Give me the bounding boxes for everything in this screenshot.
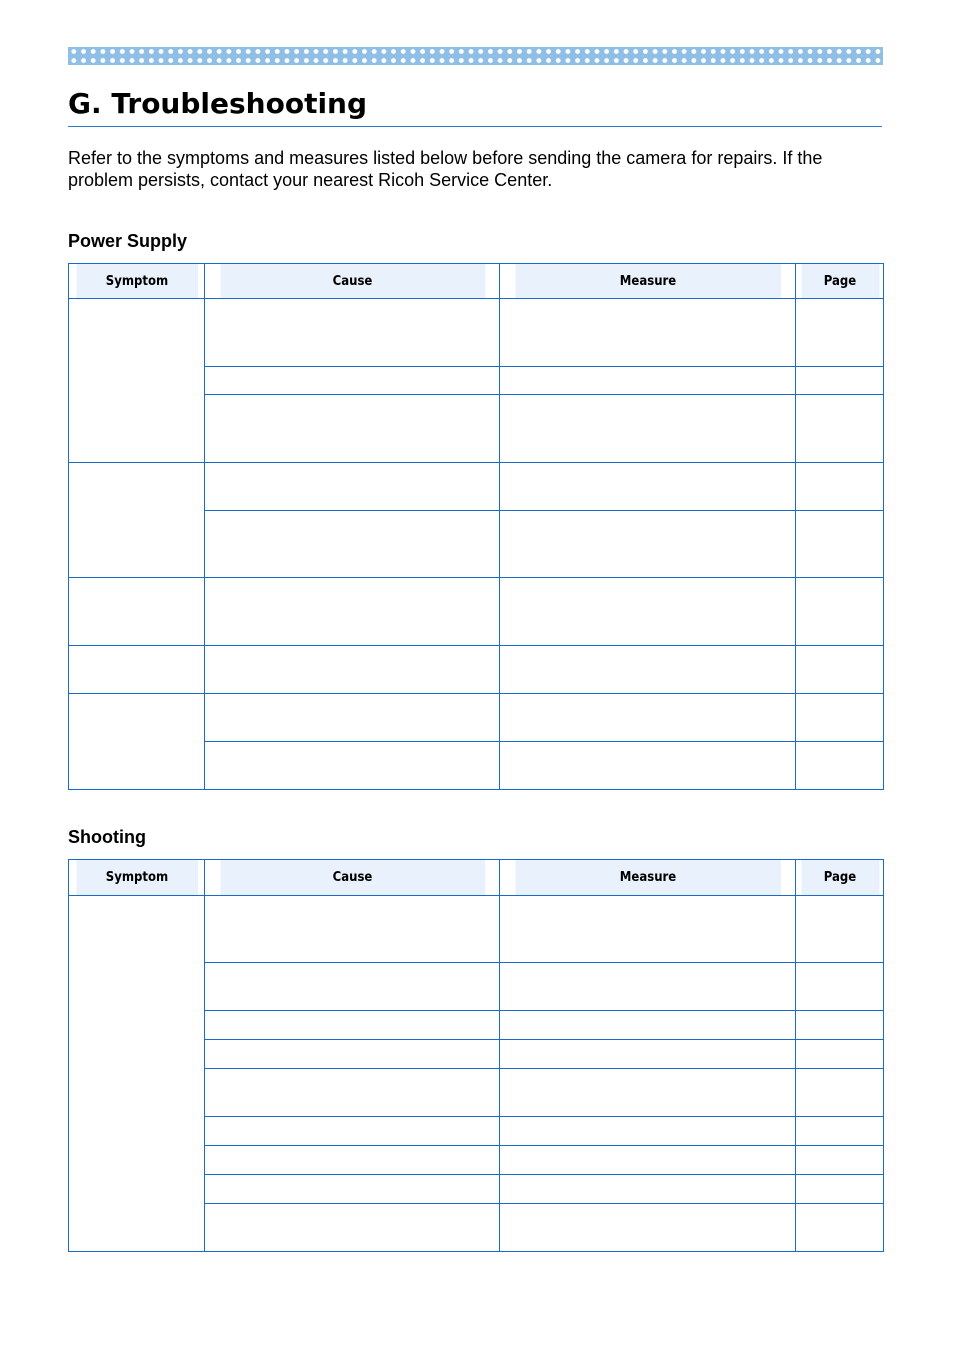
measure-column-header: Measure bbox=[514, 860, 780, 896]
measure-cell bbox=[500, 742, 796, 790]
cause-cell bbox=[205, 1117, 500, 1146]
symptom-cell bbox=[69, 299, 205, 463]
table-row bbox=[69, 646, 884, 694]
measure-cell bbox=[500, 963, 796, 1011]
page-cell bbox=[796, 742, 884, 790]
measure-cell bbox=[500, 395, 796, 463]
intro-paragraph: Refer to the symptoms and measures listed below before sending the camera for repairs. If the problem persists, contact your nearest Ricoh Service Center. bbox=[68, 148, 823, 190]
cause-cell bbox=[205, 1146, 500, 1175]
measure-cell bbox=[500, 511, 796, 578]
measure-cell bbox=[500, 1011, 796, 1040]
measure-cell bbox=[500, 463, 796, 511]
cause-column-header: Cause bbox=[219, 860, 485, 896]
page-cell bbox=[796, 1117, 884, 1146]
cause-cell bbox=[205, 395, 500, 463]
page-title: G. Troubleshooting bbox=[68, 87, 368, 120]
page-cell bbox=[796, 1175, 884, 1204]
symptom-column-header: Symptom bbox=[75, 264, 197, 299]
table-row bbox=[69, 694, 884, 742]
page-cell bbox=[796, 694, 884, 742]
cause-cell bbox=[205, 1040, 500, 1069]
page-cell bbox=[796, 1146, 884, 1175]
shooting-table bbox=[68, 859, 884, 1252]
page-column-header: Page bbox=[800, 860, 879, 896]
measure-cell bbox=[500, 367, 796, 395]
page-cell bbox=[796, 963, 884, 1011]
title-underline bbox=[68, 126, 882, 127]
measure-cell bbox=[500, 1040, 796, 1069]
page-cell bbox=[796, 896, 884, 963]
measure-cell bbox=[500, 896, 796, 963]
cause-cell bbox=[205, 1069, 500, 1117]
measure-cell bbox=[500, 1146, 796, 1175]
symptom-column-header: Symptom bbox=[75, 860, 197, 896]
symptom-cell bbox=[69, 578, 205, 646]
measure-column-header: Measure bbox=[514, 264, 780, 299]
cause-cell bbox=[205, 463, 500, 511]
page-cell bbox=[796, 1011, 884, 1040]
table-header-row bbox=[69, 264, 884, 299]
cause-cell bbox=[205, 896, 500, 963]
page-cell bbox=[796, 1204, 884, 1252]
table-header-row bbox=[69, 860, 884, 896]
measure-cell bbox=[500, 646, 796, 694]
symptom-cell bbox=[69, 694, 205, 790]
cause-cell bbox=[205, 1175, 500, 1204]
page-cell bbox=[796, 367, 884, 395]
page-cell bbox=[796, 463, 884, 511]
measure-cell bbox=[500, 1204, 796, 1252]
measure-cell bbox=[500, 299, 796, 367]
page-cell bbox=[796, 511, 884, 578]
measure-cell bbox=[500, 694, 796, 742]
cause-cell bbox=[205, 511, 500, 578]
page-cell bbox=[796, 1069, 884, 1117]
page-cell bbox=[796, 299, 884, 367]
measure-cell bbox=[500, 578, 796, 646]
shooting-heading: Shooting bbox=[68, 827, 146, 847]
cause-cell bbox=[205, 1011, 500, 1040]
decorative-banner bbox=[68, 47, 883, 65]
cause-column-header: Cause bbox=[219, 264, 485, 299]
page-cell bbox=[796, 1040, 884, 1069]
power-supply-table bbox=[68, 263, 884, 790]
cause-cell bbox=[205, 963, 500, 1011]
cause-cell bbox=[205, 742, 500, 790]
table-row bbox=[69, 299, 884, 367]
cause-cell bbox=[205, 1204, 500, 1252]
cause-cell bbox=[205, 367, 500, 395]
page-cell bbox=[796, 646, 884, 694]
measure-cell bbox=[500, 1117, 796, 1146]
table-row bbox=[69, 578, 884, 646]
cause-cell bbox=[205, 578, 500, 646]
cause-cell bbox=[205, 694, 500, 742]
page-cell bbox=[796, 578, 884, 646]
power-supply-heading: Power Supply bbox=[68, 231, 188, 251]
cause-cell bbox=[205, 646, 500, 694]
symptom-cell bbox=[69, 463, 205, 578]
measure-cell bbox=[500, 1175, 796, 1204]
measure-cell bbox=[500, 1069, 796, 1117]
page-cell bbox=[796, 395, 884, 463]
page-column-header: Page bbox=[800, 264, 879, 299]
table-row bbox=[69, 463, 884, 511]
symptom-cell bbox=[69, 896, 205, 1252]
symptom-cell bbox=[69, 646, 205, 694]
table-row bbox=[69, 896, 884, 963]
cause-cell bbox=[205, 299, 500, 367]
